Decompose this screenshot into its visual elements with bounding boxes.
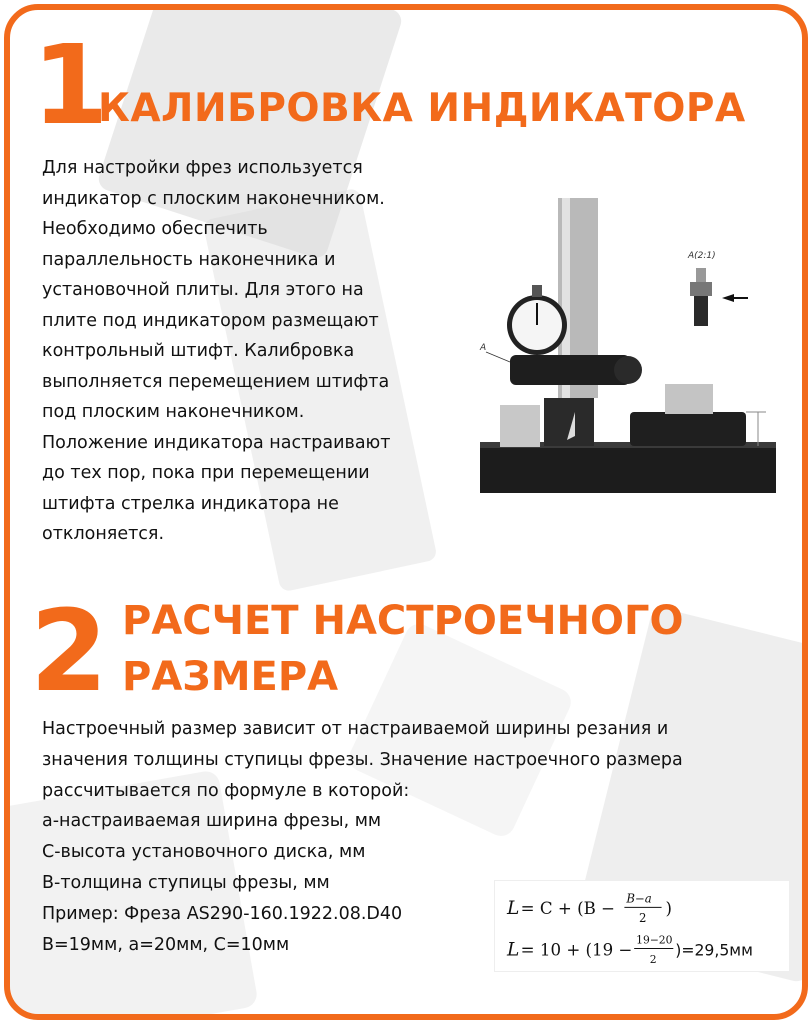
formula-1-lhs: L: [507, 898, 520, 920]
section-1-body: Для настройки фрез используется индикатор с плоским наконечником. Необходимо обеспечить параллельность наконечника и установочной плиты. Для этого на плите под индикатором размещают контрольный штифт. Калибровка выполняется перемещением штифта под плоским наконечником. Положение индикатора настраивают до тех пор, пока при перемещении штифта стрелка индикатора не отклоняется.: [42, 158, 391, 544]
detail-label: A(2:1): [688, 251, 716, 261]
section-1-title: КАЛИБРОВКА ИНДИКАТОРА: [98, 86, 746, 131]
section-2-body: Настроечный размер зависит от настраиваемой ширины резания и значения толщины ступицы фрезы. Значение настроечного размера рассчитывается по формуле в которой: a-настраиваемая ширина фрезы, мм C-высота установочного диска, мм B-толщина ступицы фрезы, мм Пример: Фреза AS290-160.1922.08.D40 B=19мм, a=20мм, C=10мм: [42, 719, 683, 955]
base-plate: [480, 445, 776, 493]
formula-2-eq: = 10 + (19 −: [520, 940, 633, 960]
section-2-title-line2: РАЗМЕРА: [122, 654, 339, 700]
setting-disc: [630, 412, 746, 446]
formula-1-den: 2: [639, 911, 647, 926]
setting-block: [500, 405, 540, 447]
formula-2-result: )=29,5мм: [675, 940, 753, 960]
callout-label: A: [480, 343, 487, 353]
section-2-title-line1: РАСЧЕТ НАСТРОЕЧНОГО: [122, 598, 684, 644]
formula-2-num: 19−20: [636, 933, 673, 947]
formula-2-lhs: L: [507, 939, 520, 961]
section-1-number: 1: [32, 21, 103, 149]
formula-2-den: 2: [649, 953, 657, 967]
indicator-stand-illustration: [470, 190, 790, 500]
arm: [510, 355, 630, 385]
formula-box: [494, 880, 790, 972]
formula-1-eq: = C + (B −: [520, 899, 616, 919]
formula-1-num: B−a: [626, 891, 652, 906]
section-2-number: 2: [30, 587, 108, 717]
section-2-title: [122, 593, 684, 705]
formula-1-close: ): [665, 899, 672, 919]
